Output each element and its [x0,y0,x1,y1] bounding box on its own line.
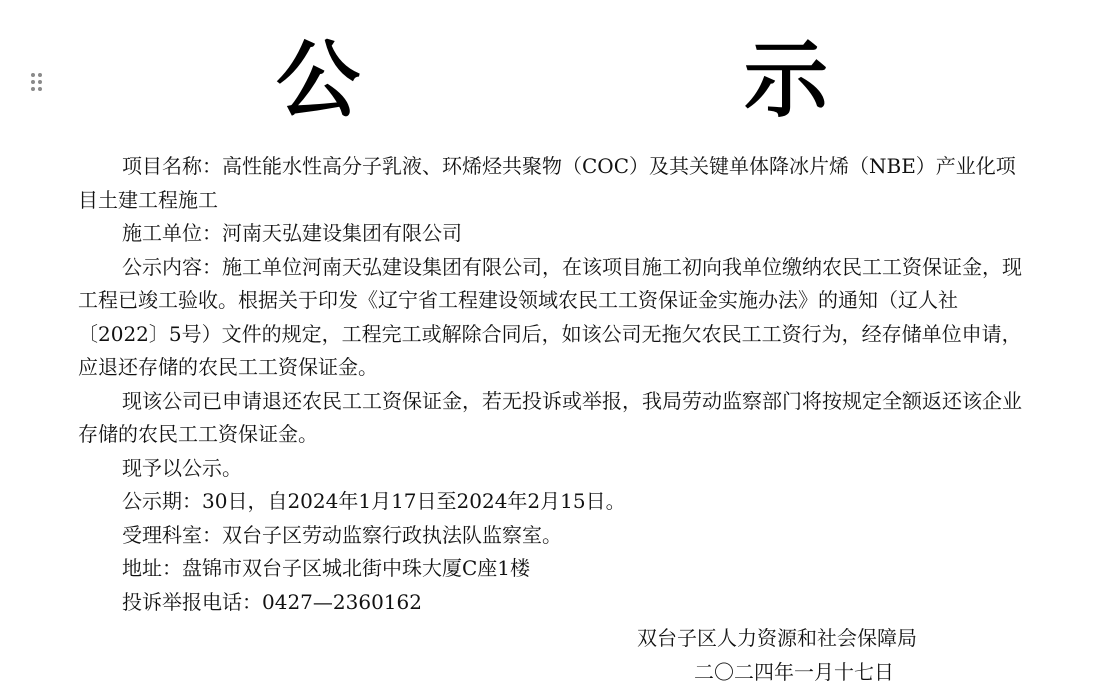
period-paragraph: 公示期：30日，自2024年1月17日至2024年2月15日。 [122,489,626,513]
address-paragraph: 地址：盘锦市双台子区城北街中珠大厦C座1楼 [122,556,531,580]
office-paragraph: 受理科室：双台子区劳动监察行政执法队监察室。 [122,522,562,547]
announce-paragraph: 现予以公示。 [122,455,242,480]
phone-paragraph: 投诉举报电话：0427—2360162 [122,589,422,614]
project-name-paragraph: 项目名称：高性能水性高分子乳液、环烯烃共聚物（COC）及其关键单体降冰片烯（NBE）产业化项目土建工程施工 [78,154,1016,212]
contractor-paragraph: 施工单位：河南天弘建设集团有限公司 [122,221,462,245]
signature-date: 二〇二四年一月十七日 [694,660,894,684]
document-title: 公 示 [275,31,978,129]
content-paragraph: 公示内容：施工单位河南天弘建设集团有限公司，在该项目施工初向我单位缴纳农民工工资保证金，现工程已竣工验收。根据关于印发《辽宁省工程建设领域农民工工资保证金实施办法》的通知（辽人社〔2022〕5号）文件的规定，工程完工或解除合同后，如该公司无拖欠农民工工资行为，经存储单位申请，应退还存储的农民工工资保证金。 [78,254,1022,379]
application-paragraph: 现该公司已申请退还农民工工资保证金，若无投诉或举报，我局劳动监察部门将按规定全额返还该企业存储的农民工工资保证金。 [78,388,1022,446]
signature-organization: 双台子区人力资源和社会保障局 [637,626,917,650]
document-body [78,150,1023,619]
